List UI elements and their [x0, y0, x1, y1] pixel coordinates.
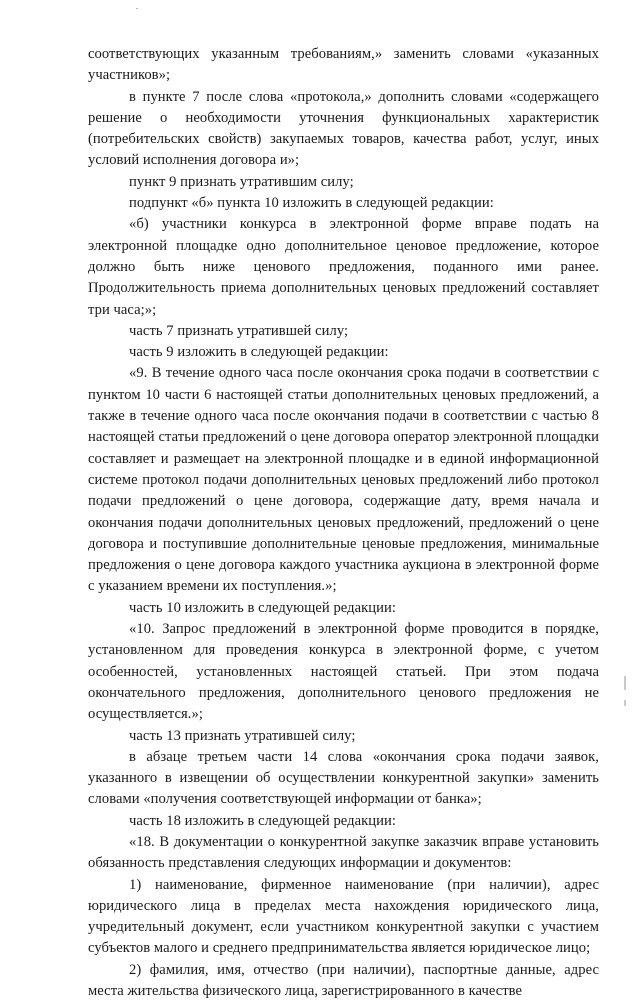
paragraph: часть 18 изложить в следующей редакции: — [129, 812, 396, 829]
paragraph: часть 13 признать утратившей силу; — [129, 727, 356, 744]
paragraph: соответствующих указанным требованиям,» заменить словами «указанных участников»; — [88, 46, 599, 84]
document-body — [88, 44, 599, 1002]
paragraph: 2) фамилия, имя, отчество (при наличии), паспортные данные, адрес места жительства физического лица, зарегистрированного в качестве — [88, 961, 599, 1000]
paragraph: часть 9 изложить в следующей редакции: — [129, 344, 389, 361]
scan-speck — [136, 8, 138, 9]
paragraph: в абзаце третьем части 14 слова «окончания срока подачи заявок, указанного в извещении об осуществлении конкурентной закупки» заменить словами «получения соответствующей информации от банка»; — [88, 748, 599, 808]
paragraph: часть 7 признать утратившей силу; — [129, 322, 349, 339]
paragraph: «10. Запрос предложений в электронной форме проводится в порядке, установленном для проведения конкурса в электронной форме, с учетом особенностей, установленных настоящей статьей. При этом подача окончательного предложения, дополнительного ценового предложения не осуществляется.»; — [88, 621, 599, 723]
paragraph: часть 10 изложить в следующей редакции: — [129, 599, 396, 616]
paragraph: «18. В документации о конкурентной закупке заказчик вправе установить обязанность представления следующих информации и документов: — [88, 833, 599, 872]
paragraph: «б) участники конкурса в электронной форме вправе подать на электронной площадке одно дополнительное ценовое предложение, которое должно быть ниже ценового предложения, поданного ими ранее. Продолжительность приема дополнительных ценовых предложений составляет три часа;»; — [88, 216, 599, 318]
paragraph: 1) наименование, фирменное наименование (при наличии), адрес юридического лица в пределах места нахождения юридического лица, учредительный документ, если участником конкурентной закупки с участием субъектов малого и среднего предпринимательства является юридическое лицо; — [88, 876, 599, 957]
scan-edge-mark — [624, 676, 626, 690]
paragraph: «9. В течение одного часа после окончания срока подачи в соответствии с пунктом 10 части 6 настоящей статьи дополнительных ценовых предложений, а также в течение одного часа после окончания подачи в соответствии с частью 8 настоящей статьи предложений о цене договора оператор электронной площадки составляет и размещает на электронной площадке и в единой информационной системе протокол подачи дополнительных ценовых предложений либо протокол подачи предложений о цене договора, содержащие дату, время начала и окончания подачи дополнительных ценовых предложений, предложений о цене договора и поступившие дополнительные ценовые предложения, минимальные предложения о цене договора каждого участника аукциона в электронной форме с указанием времени их поступления.»; — [88, 365, 599, 595]
scan-edge-mark — [624, 700, 626, 706]
paragraph: подпункт «б» пункта 10 изложить в следующей редакции: — [129, 195, 494, 212]
paragraph: в пункте 7 после слова «протокола,» дополнить словами «содержащего решение о необходимости уточнения функциональных характеристик (потребительских свойств) закупаемых товаров, качества работ, услуг, иных условий исполнения договора и»; — [88, 88, 599, 169]
paragraph: пункт 9 признать утратившим силу; — [129, 173, 354, 190]
